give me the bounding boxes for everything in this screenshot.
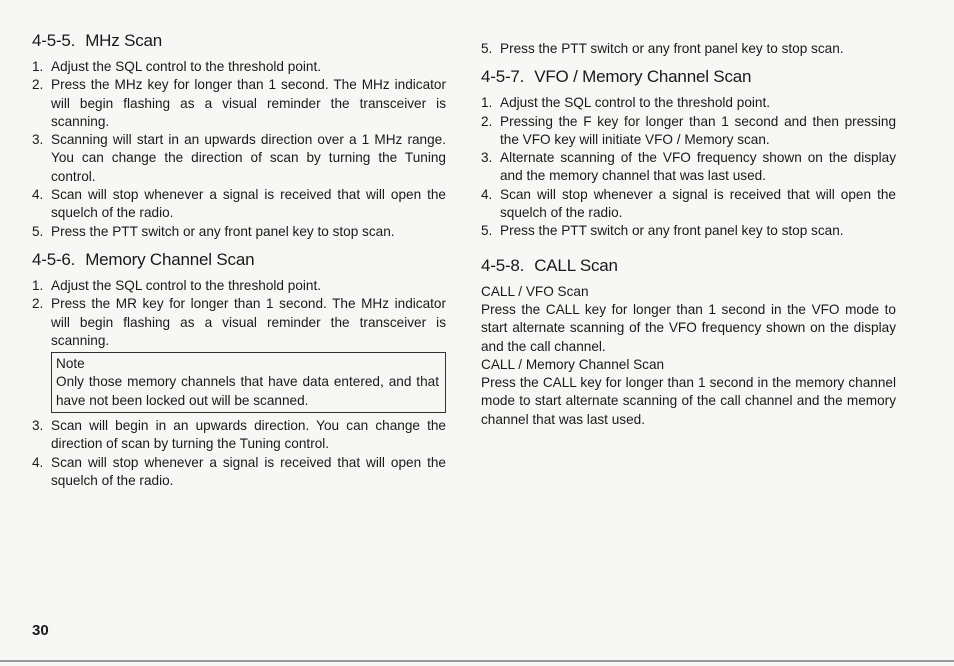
list-item: 4. Scan will stop whenever a signal is received that will open the squelch of the radio. — [481, 186, 896, 221]
list-item: 3. Alternate scanning of the VFO frequency shown on the display and the memory channel that was last used. — [481, 150, 896, 184]
section-number: 4-5-8. — [481, 255, 525, 275]
note-body: Only those memory channels that have data entered, and that have not been locked out will be scanned. — [56, 374, 439, 408]
vfo-memory-scan-steps — [481, 94, 896, 240]
footer-divider — [0, 660, 954, 662]
page-number: 30 — [32, 622, 49, 639]
memory-scan-steps-b — [32, 417, 446, 490]
memory-scan-steps-a — [32, 277, 446, 350]
list-item: 5. Press the PTT switch or any front panel key to stop scan. — [481, 41, 844, 56]
list-item: 1. Adjust the SQL control to the threshold point. — [481, 95, 771, 111]
subheading-call-memory: CALL / Memory Channel Scan — [481, 356, 665, 372]
list-item: 1. Adjust the SQL control to the threshold point. — [32, 277, 322, 293]
left-column — [32, 30, 446, 490]
section-title-call-scan — [481, 255, 896, 277]
right-column — [481, 40, 896, 429]
list-item: 2. Pressing the F key for longer than 1 second and then pressing the VFO key will initiate VFO / Memory scan. — [481, 113, 896, 147]
list-item: 3. Scan will begin in an upwards direction. You can change the direction of scan by turning the Tuning control. — [32, 418, 446, 452]
continued-steps — [481, 40, 896, 58]
list-item: 4. Scan will stop whenever a signal is received that will open the squelch of the radio. — [32, 187, 446, 221]
section-heading: VFO / Memory Channel Scan — [534, 67, 752, 87]
note-box — [51, 352, 446, 413]
paragraph-call-memory: Press the CALL key for longer than 1 second in the memory channel mode to start alternate scanning of the call channel and the memory channel that was last used. — [481, 375, 896, 427]
list-item: 1. Adjust the SQL control to the threshold point. — [32, 59, 322, 74]
section-number: 4-5-5. — [32, 31, 76, 50]
list-item: 5. Press the PTT switch or any front panel key to stop scan. — [481, 223, 844, 239]
section-heading: Memory Channel Scan — [85, 249, 255, 269]
list-item: 2. Press the MR key for longer than 1 second. The MHz indicator will begin flashing as a visual reminder the transceiver is scanning. — [32, 296, 446, 348]
section-number: 4-5-6. — [32, 249, 76, 269]
paragraph-call-vfo: Press the CALL key for longer than 1 second in the VFO mode to start alternate scanning of the VFO frequency shown on the display and the call channel. — [481, 301, 896, 354]
section-heading: MHz Scan — [85, 31, 163, 50]
list-item: 4. Scan will stop whenever a signal is received that will open the squelch of the radio. — [32, 454, 446, 488]
section-number: 4-5-7. — [481, 67, 525, 87]
list-item: 3. Scanning will start in an upwards direction over a 1 MHz range. You can change the direction of scan by turning the Tuning control. — [32, 132, 446, 184]
list-item: 2. Press the MHz key for longer than 1 second. The MHz indicator will begin flashing as a visual reminder the transceiver is scanning. — [32, 77, 446, 129]
section-title-memory-channel-scan — [32, 249, 446, 271]
section-heading: CALL Scan — [534, 255, 618, 275]
note-title: Note — [56, 356, 85, 372]
subheading-call-vfo: CALL / VFO Scan — [481, 283, 589, 299]
mhz-scan-steps — [32, 58, 446, 241]
list-item: 5. Press the PTT switch or any front panel key to stop scan. — [32, 223, 395, 239]
section-title-vfo-memory-scan — [481, 66, 896, 88]
section-title-mhz-scan — [32, 30, 446, 52]
